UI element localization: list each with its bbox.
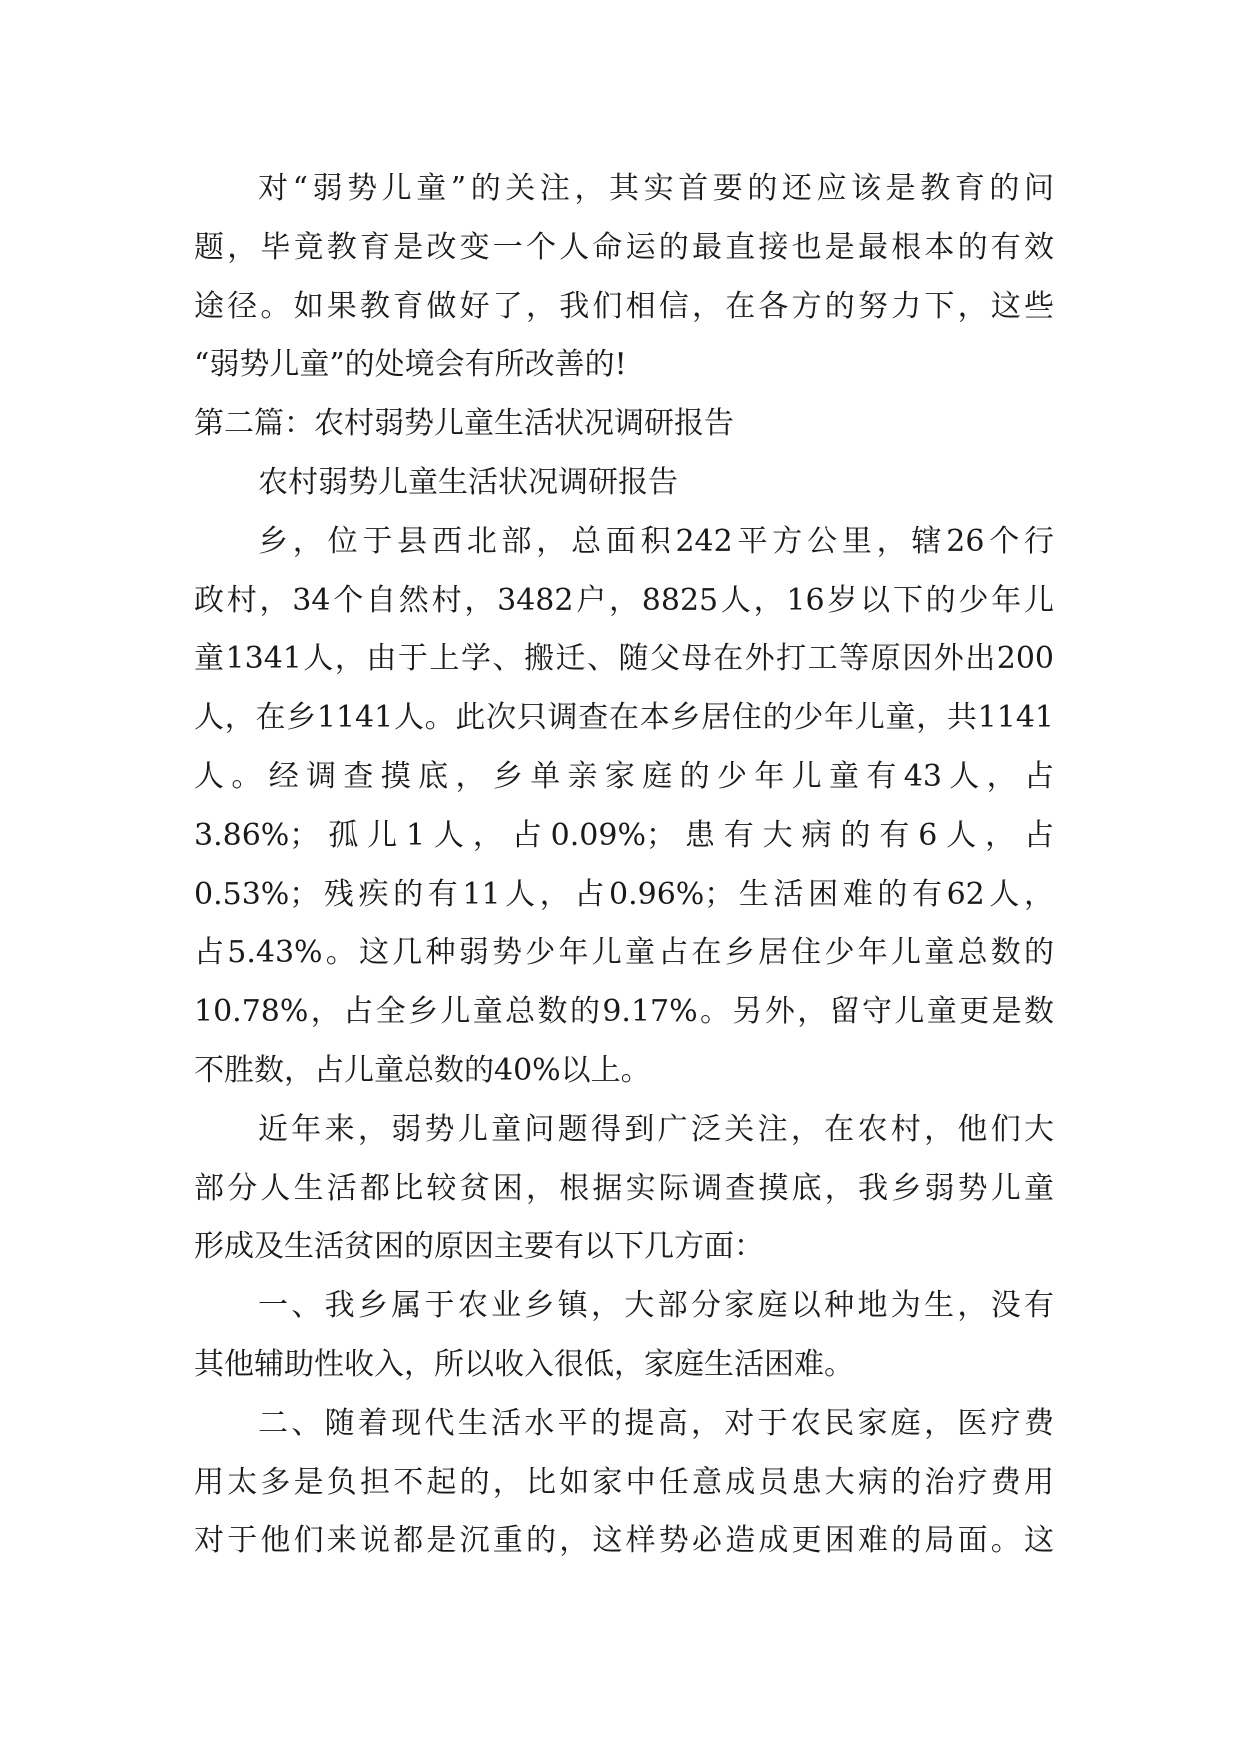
- body-line: 一、我乡属于农业乡镇，大部分家庭以种地为生，没有: [258, 1288, 1054, 1324]
- body-line: 对于他们来说都是沉重的，这样势必造成更困难的局面。这: [194, 1523, 1054, 1559]
- body-line: 不胜数，占儿童总数的40%以上。: [194, 1052, 651, 1088]
- report-title: 农村弱势儿童生活状况调研报告: [258, 464, 678, 500]
- document-body: [194, 160, 1054, 1571]
- section-heading: 第二篇：农村弱势儿童生活状况调研报告: [194, 406, 734, 442]
- body-line: “弱势儿童”的处境会有所改善的!: [194, 347, 627, 383]
- body-line: 占5.43%。这几种弱势少年儿童占在乡居住少年儿童总数的: [194, 935, 1054, 971]
- body-line: 乡，位于县西北部，总面积242平方公里，辖26个行: [258, 523, 1054, 559]
- body-line: 对“弱势儿童”的关注，其实首要的还应该是教育的问: [258, 171, 1054, 206]
- body-line: 其他辅助性收入，所以收入很低，家庭生活困难。: [194, 1346, 854, 1382]
- body-line: 题，毕竟教育是改变一个人命运的最直接也是最根本的有效: [194, 229, 1054, 265]
- body-line: 用太多是负担不起的，比如家中任意成员患大病的治疗费用: [194, 1464, 1054, 1500]
- body-line: 人，在乡1141人。此次只调查在本乡居住的少年儿童，共1141: [194, 700, 1054, 736]
- body-line: 政村，34个自然村，3482户，8825人，16岁以下的少年儿: [194, 582, 1054, 618]
- body-line: 童1341人，由于上学、搬迁、随父母在外打工等原因外出200: [194, 641, 1054, 677]
- body-line: 途径。如果教育做好了，我们相信，在各方的努力下，这些: [194, 288, 1054, 324]
- body-line: 部分人生活都比较贫困，根据实际调查摸底，我乡弱势儿童: [194, 1170, 1054, 1206]
- body-line: 0.53%；残疾的有11人，占0.96%；生活困难的有62人，: [194, 876, 1054, 912]
- body-line: 二、随着现代生活水平的提高，对于农民家庭，医疗费: [258, 1405, 1054, 1441]
- body-line: 10.78%，占全乡儿童总数的9.17%。另外，留守儿童更是数: [194, 994, 1054, 1030]
- body-line: 3.86%；孤儿1人，占0.09%；患有大病的有6人，占: [194, 817, 1054, 853]
- body-line: 形成及生活贫困的原因主要有以下几方面：: [194, 1229, 764, 1265]
- body-line: 近年来，弱势儿童问题得到广泛关注，在农村，他们大: [258, 1111, 1054, 1147]
- body-line: 人。经调查摸底，乡单亲家庭的少年儿童有43人，占: [194, 758, 1054, 794]
